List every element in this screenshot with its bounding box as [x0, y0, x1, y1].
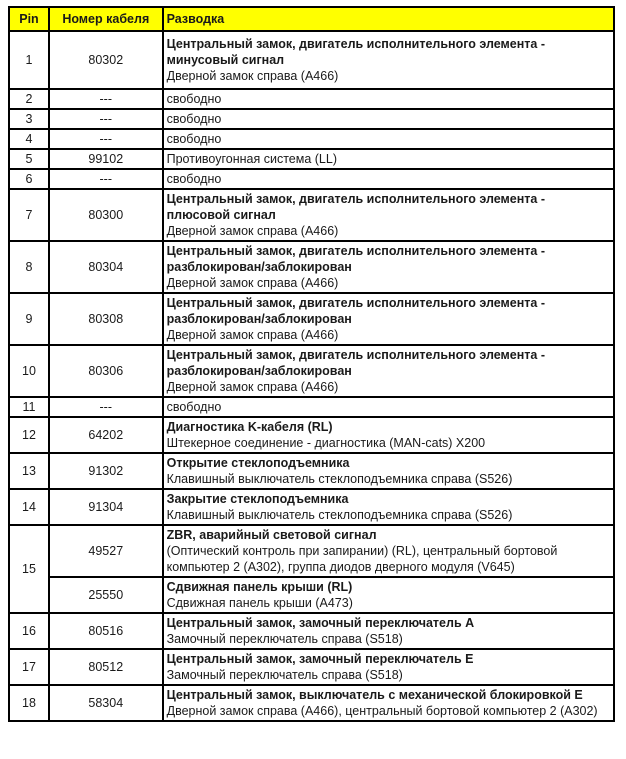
- pin-cell: 17: [9, 649, 49, 685]
- pin-cell: 16: [9, 613, 49, 649]
- table-row: [9, 685, 614, 721]
- wiring-desc: Сдвижная панель крыши (A473): [166, 596, 353, 610]
- cable-cell: ---: [49, 89, 163, 109]
- wiring-cell: [163, 685, 614, 721]
- header-cable-number: Номер кабеля: [49, 7, 163, 31]
- wiring-desc: Дверной замок справа (A466): [166, 69, 339, 83]
- table-row: [9, 577, 614, 613]
- cable-cell: 49527: [49, 525, 163, 577]
- wiring-cell: [163, 109, 614, 129]
- pin-cell: 1: [9, 31, 49, 89]
- wiring-cell: [163, 417, 614, 453]
- wiring-title: Центральный замок, замочный переключатель A: [166, 616, 475, 630]
- cable-cell: 80306: [49, 345, 163, 397]
- table-row: [9, 525, 614, 577]
- table-row: [9, 169, 614, 189]
- wiring-cell: [163, 149, 614, 169]
- pin-cell: 2: [9, 89, 49, 109]
- cable-cell: 80512: [49, 649, 163, 685]
- header-pin: Pin: [9, 7, 49, 31]
- cable-cell: ---: [49, 397, 163, 417]
- pin-cell: 18: [9, 685, 49, 721]
- wiring-title: Центральный замок, двигатель исполнительного элемента - плюсовой сигнал: [166, 192, 545, 222]
- cable-cell: 80302: [49, 31, 163, 89]
- wiring-cell: [163, 89, 614, 109]
- wiring-cell: [163, 241, 614, 293]
- wiring-title: Центральный замок, двигатель исполнительного элемента - минусовый сигнал: [166, 37, 545, 67]
- wiring-title: ZBR, аварийный световой сигнал: [166, 528, 377, 542]
- table-row: [9, 241, 614, 293]
- pin-cell: 3: [9, 109, 49, 129]
- wiring-cell: [163, 489, 614, 525]
- table-row: [9, 453, 614, 489]
- wiring-cell: [163, 189, 614, 241]
- wiring-text: свободно: [166, 132, 222, 146]
- cable-cell: 58304: [49, 685, 163, 721]
- header-wiring: Разводка: [163, 7, 614, 31]
- wiring-cell: [163, 613, 614, 649]
- pinout-table: [8, 6, 615, 722]
- table-row: [9, 345, 614, 397]
- header-row: [9, 7, 614, 31]
- table-row: [9, 189, 614, 241]
- cable-cell: 80516: [49, 613, 163, 649]
- pin-cell: 10: [9, 345, 49, 397]
- wiring-cell: [163, 525, 614, 577]
- wiring-cell: [163, 345, 614, 397]
- wiring-title: Центральный замок, выключатель с механической блокировкой E: [166, 688, 583, 702]
- wiring-cell: [163, 169, 614, 189]
- table-row: [9, 129, 614, 149]
- table-row: [9, 489, 614, 525]
- wiring-text: Противоугонная система (LL): [166, 152, 337, 166]
- wiring-text: свободно: [166, 172, 222, 186]
- pin-cell: 14: [9, 489, 49, 525]
- cable-cell: ---: [49, 129, 163, 149]
- table-row: [9, 293, 614, 345]
- table-row: [9, 89, 614, 109]
- pin-cell: 4: [9, 129, 49, 149]
- wiring-desc: Дверной замок справа (A466): [166, 224, 339, 238]
- pin-cell: 8: [9, 241, 49, 293]
- pin-cell: 6: [9, 169, 49, 189]
- wiring-title: Закрытие стеклоподъемника: [166, 492, 349, 506]
- wiring-text: свободно: [166, 92, 222, 106]
- table-row: [9, 613, 614, 649]
- wiring-title: Сдвижная панель крыши (RL): [166, 580, 353, 594]
- cable-cell: 80308: [49, 293, 163, 345]
- table-row: [9, 109, 614, 129]
- cable-cell: ---: [49, 109, 163, 129]
- wiring-text: свободно: [166, 112, 222, 126]
- wiring-title: Центральный замок, замочный переключатель E: [166, 652, 474, 666]
- pin-cell: 13: [9, 453, 49, 489]
- cable-cell: ---: [49, 169, 163, 189]
- cable-cell: 80304: [49, 241, 163, 293]
- table-row: [9, 649, 614, 685]
- pin-cell: 9: [9, 293, 49, 345]
- wiring-cell: [163, 293, 614, 345]
- wiring-desc: (Оптический контроль при запирании) (RL), центральный бортовой компьютер 2 (A302), группа диодов дверного модуля (V645): [166, 544, 558, 574]
- wiring-cell: [163, 453, 614, 489]
- cable-cell: 91302: [49, 453, 163, 489]
- wiring-text: свободно: [166, 400, 222, 414]
- wiring-title: Центральный замок, двигатель исполнительного элемента - разблокирован/заблокирован: [166, 296, 545, 326]
- wiring-desc: Дверной замок справа (A466): [166, 328, 339, 342]
- wiring-desc: Дверной замок справа (A466): [166, 380, 339, 394]
- wiring-cell: [163, 397, 614, 417]
- wiring-desc: Клавишный выключатель стеклоподъемника справа (S526): [166, 508, 513, 522]
- wiring-desc: Замочный переключатель справа (S518): [166, 632, 403, 646]
- table-row: [9, 397, 614, 417]
- wiring-cell: [163, 31, 614, 89]
- wiring-desc: Замочный переключатель справа (S518): [166, 668, 403, 682]
- wiring-cell: [163, 577, 614, 613]
- table-row: [9, 149, 614, 169]
- table-row: [9, 417, 614, 453]
- wiring-desc: Дверной замок справа (A466), центральный бортовой компьютер 2 (A302): [166, 704, 598, 718]
- cable-cell: 91304: [49, 489, 163, 525]
- wiring-cell: [163, 649, 614, 685]
- pin-cell: 5: [9, 149, 49, 169]
- wiring-title: Диагностика K-кабеля (RL): [166, 420, 333, 434]
- wiring-desc: Штекерное соединение - диагностика (MAN-cats) X200: [166, 436, 486, 450]
- wiring-title: Открытие стеклоподъемника: [166, 456, 350, 470]
- table-row: [9, 31, 614, 89]
- wiring-title: Центральный замок, двигатель исполнительного элемента - разблокирован/заблокирован: [166, 348, 545, 378]
- cable-cell: 99102: [49, 149, 163, 169]
- cable-cell: 64202: [49, 417, 163, 453]
- pin-cell: 7: [9, 189, 49, 241]
- cable-cell: 25550: [49, 577, 163, 613]
- pin-cell: 15: [9, 525, 49, 613]
- wiring-desc: Дверной замок справа (A466): [166, 276, 339, 290]
- wiring-title: Центральный замок, двигатель исполнительного элемента - разблокирован/заблокирован: [166, 244, 545, 274]
- wiring-desc: Клавишный выключатель стеклоподъемника справа (S526): [166, 472, 513, 486]
- wiring-cell: [163, 129, 614, 149]
- cable-cell: 80300: [49, 189, 163, 241]
- pin-cell: 11: [9, 397, 49, 417]
- pin-cell: 12: [9, 417, 49, 453]
